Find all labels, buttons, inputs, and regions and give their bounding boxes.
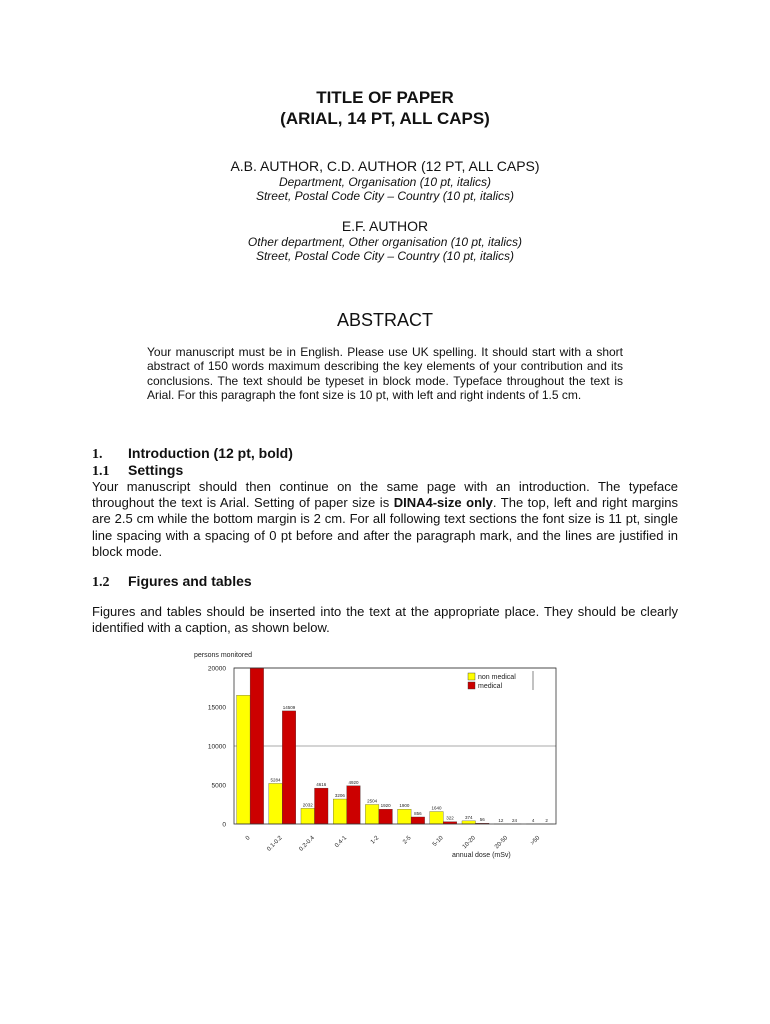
bar-data-label: 322 [446, 815, 454, 821]
settings-paragraph [92, 479, 678, 560]
paper-title [0, 87, 770, 129]
section-title: Settings [128, 462, 184, 478]
y-tick-label: 20000 [207, 665, 226, 673]
abstract-heading: ABSTRACT [336, 310, 433, 330]
legend [468, 671, 533, 690]
bar [237, 695, 251, 824]
bar-data-label: 2032 [302, 802, 313, 808]
settings-text-bold: DINA4-size only [393, 495, 493, 511]
section-title: Figures and tables [128, 573, 252, 589]
bar-data-label: 4616 [316, 782, 327, 788]
legend-label-medical: medical [478, 683, 503, 690]
author-address: Street, Postal Code City – Country (10 pt, italics) [255, 249, 515, 263]
legend-swatch-non-medical [468, 673, 475, 680]
bar [430, 812, 444, 824]
bar [315, 788, 329, 824]
bar [462, 821, 476, 824]
y-tick-label: 5000 [211, 782, 226, 790]
bar [333, 799, 347, 824]
bar-data-label: 4920 [348, 779, 359, 785]
x-tick-label: 5-10 [431, 835, 445, 848]
x-axis-label: annual dose (mSv) [452, 852, 511, 859]
author-address: Street, Postal Code City – Country (10 pt, italics) [255, 189, 515, 203]
title-line-1: TITLE OF PAPER [316, 88, 454, 107]
section-number: 1.2 [92, 575, 110, 590]
y-axis-label: persons monitored [194, 652, 252, 659]
bar-chart [190, 645, 570, 870]
x-tick-label: 1-2 [369, 835, 381, 846]
author-block-1 [0, 157, 770, 203]
bar-data-label: 1640 [431, 805, 442, 811]
y-tick-labels [208, 666, 226, 829]
title-line-2: (ARIAL, 14 PT, ALL CAPS) [280, 109, 490, 128]
section-number: 1. [92, 447, 103, 462]
author-affiliation: Other department, Other organisation (10 pt, italics) [247, 235, 523, 249]
section-heading-1-1 [92, 462, 183, 480]
abstract-text: Your manuscript must be in English. Please use UK spelling. It should start with a short abstract of 150 words maximum describing the key elements of your contribution and its conclusions. The text should be typeset in block mode. Typeface throughout the text is Arial. For this paragraph the font size is 10 pt, with left and right indents of 1.5 cm. [147, 345, 623, 403]
bar [250, 668, 264, 824]
x-tick-labels [245, 835, 542, 853]
x-tick-label: 20-50 [494, 835, 510, 851]
x-tick-label: >50 [529, 835, 542, 847]
section-number: 1.1 [92, 464, 110, 479]
x-tick-label: 10-20 [461, 835, 477, 851]
section-heading-1-2 [92, 573, 252, 591]
x-tick-label: 0.4-1 [334, 835, 349, 850]
legend-label-non-medical: non medical [478, 674, 516, 681]
bar-data-label: 24 [511, 817, 517, 823]
y-tick-label: 0 [222, 821, 226, 829]
bar-data-label: 856 [414, 810, 422, 816]
bar [411, 817, 425, 824]
author-names: E.F. AUTHOR [341, 218, 429, 234]
x-tick-label: 2-5 [402, 835, 413, 846]
bar-data-label: 3206 [334, 793, 345, 799]
x-tick-label: 0 [244, 835, 252, 842]
author-affiliation: Department, Organisation (10 pt, italics) [278, 175, 492, 189]
bar-data-label: 2 [545, 817, 548, 823]
bar-data-label: 4 [531, 817, 535, 823]
bar-data-label: 56 [479, 817, 485, 823]
y-tick-label: 10000 [207, 743, 226, 751]
bar-data-label: 14509 [282, 704, 296, 710]
bar [347, 786, 361, 824]
bar-data-label: 5284 [270, 777, 281, 783]
x-tick-label: 0.1-0.2 [266, 835, 284, 853]
section-heading-1 [92, 445, 293, 463]
bar [398, 809, 412, 824]
bar [301, 808, 315, 824]
bar-data-label: 1920 [380, 803, 391, 809]
settings-text-a: Your manuscript should then continue on the same page with an introduction. The typeface throughout the text is Arial. Setting of paper size is [92, 479, 678, 511]
bar [269, 783, 283, 824]
bar [365, 805, 379, 825]
figures-paragraph: Figures and tables should be inserted into the text at the appropriate place. They should be clearly identified with a caption, as shown below. [92, 604, 678, 636]
bar-data-label: 2504 [367, 798, 378, 804]
author-block-2 [0, 217, 770, 263]
bar [379, 809, 393, 824]
settings-text-b: . The top, left and right margins are 2.5 cm while the bottom margin is 2 cm. For all following text sections the font size is 11 pt, single line spacing with a spacing of 0 pt before and after the paragraph mark, and the lines are justified in block mode. [92, 495, 678, 559]
bar-data-label: 1900 [399, 803, 410, 809]
bar-data-label: 12 [498, 817, 504, 823]
legend-swatch-medical [468, 682, 475, 689]
bar [282, 711, 296, 824]
y-tick-label: 15000 [207, 704, 226, 712]
bar-data-label: 374 [464, 814, 473, 820]
section-title: Introduction (12 pt, bold) [128, 445, 293, 461]
author-names: A.B. AUTHOR, C.D. AUTHOR (12 PT, ALL CAPS) [230, 158, 540, 174]
x-tick-label: 0.2-0.4 [298, 835, 316, 853]
